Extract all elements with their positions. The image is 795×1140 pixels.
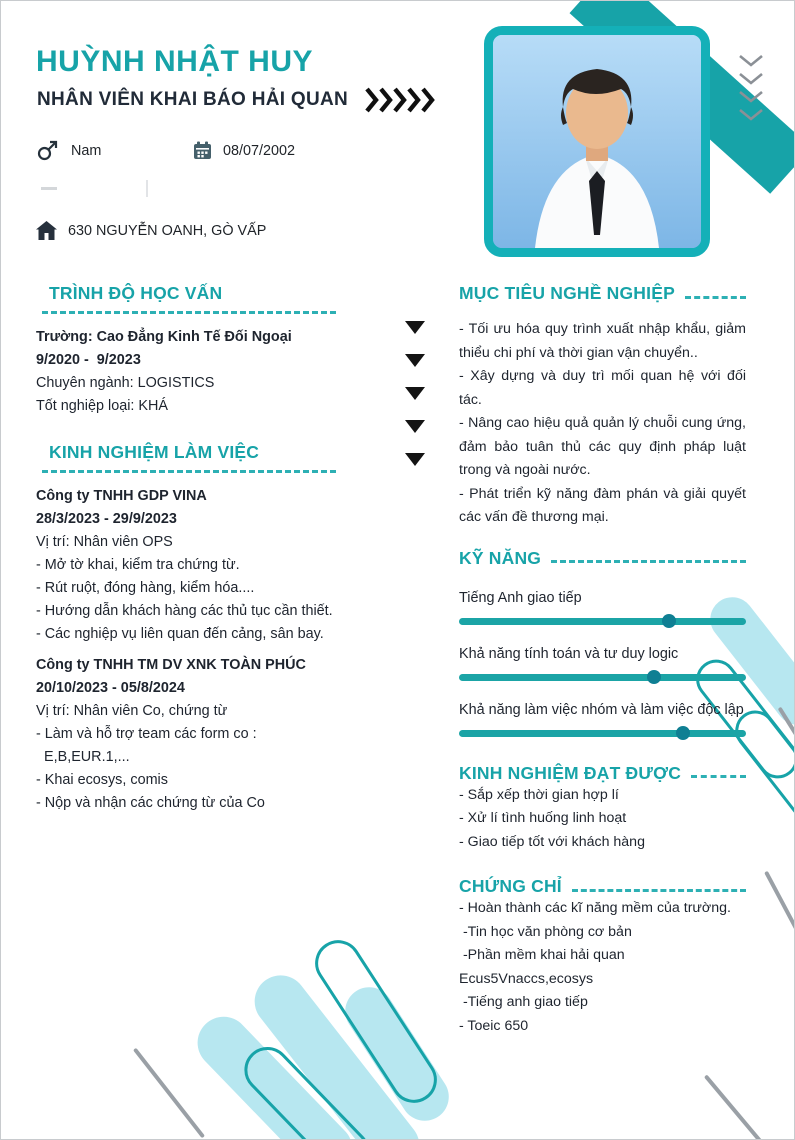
certificate-line: -Tin học văn phòng cơ bản xyxy=(459,923,632,940)
chevrons-down-icon xyxy=(738,53,764,139)
chevrons-right-icon xyxy=(364,87,436,113)
section-heading-certificates xyxy=(459,876,746,897)
skill-label: Khả năng làm việc nhóm và làm việc độc lập xyxy=(459,701,744,718)
job-title-row xyxy=(37,87,436,113)
home-icon xyxy=(36,221,57,240)
job-company: Công ty TNHH GDP VINA xyxy=(36,488,207,504)
certificate-line: -Phần mềm khai hải quan Ecus5Vnaccs,ecosys xyxy=(459,947,629,987)
heading-dash xyxy=(572,889,746,892)
skill-item xyxy=(459,699,746,737)
section-heading-text: CHỨNG CHỈ xyxy=(459,876,562,896)
education-major: Chuyên ngành: LOGISTICS xyxy=(36,375,215,391)
birthdate-row xyxy=(193,141,295,160)
skill-label: Tiếng Anh giao tiếp xyxy=(459,589,582,606)
education-period: 9/2020 - 9/2023 xyxy=(36,352,141,368)
job-company: Công ty TNHH TM DV XNK TOÀN PHÚC xyxy=(36,657,306,673)
heading-dash xyxy=(685,296,746,299)
job-detail: - Hướng dẫn khách hàng các thủ tục cần thiết. xyxy=(36,603,333,619)
address-value: 630 NGUYỄN OANH, GÒ VẤP xyxy=(68,222,267,239)
job-period: 28/3/2023 - 29/9/2023 xyxy=(36,511,177,527)
section-heading-objective xyxy=(459,283,746,304)
job-detail: - Khai ecosys, comis xyxy=(36,772,168,788)
section-heading-education: TRÌNH ĐỘ HỌC VẤN xyxy=(49,283,223,303)
heading-underline xyxy=(42,311,336,314)
right-column xyxy=(459,283,746,1038)
skill-label: Khả năng tính toán và tư duy logic xyxy=(459,645,679,662)
candidate-name: HUỲNH NHẬT HUY xyxy=(36,45,313,78)
job-detail: E,B,EUR.1,... xyxy=(36,749,130,765)
redacted-contact-row xyxy=(41,187,57,190)
redacted-contact-divider xyxy=(146,180,148,197)
certificate-line: - Toeic 650 xyxy=(459,1017,529,1034)
profile-photo-image xyxy=(493,35,701,248)
heading-underline xyxy=(42,470,336,473)
job-detail: - Làm và hỗ trợ team các form co : xyxy=(36,726,257,742)
skill-item xyxy=(459,643,746,681)
skill-slider xyxy=(459,674,746,681)
diagonal-line-decoration xyxy=(133,1048,205,1139)
left-column xyxy=(36,283,432,815)
profile-photo xyxy=(484,26,710,257)
job-detail: Vị trí: Nhân viên Co, chứng từ xyxy=(36,703,228,719)
gender-row xyxy=(36,140,101,162)
certificate-line: - Hoàn thành các kĩ năng mềm của trường. xyxy=(459,900,731,916)
skill-slider-knob xyxy=(647,670,661,684)
job-title: NHÂN VIÊN KHAI BÁO HẢI QUAN xyxy=(37,89,349,110)
objective-line: - Xây dựng và duy trì mối quan hệ với đối tác. xyxy=(459,368,746,408)
section-heading-skills xyxy=(459,548,746,569)
section-heading-text: MỤC TIÊU NGHỀ NGHIỆP xyxy=(459,283,675,303)
calendar-icon xyxy=(193,141,212,160)
heading-dash xyxy=(551,560,746,563)
skill-slider-knob xyxy=(676,726,690,740)
job-detail: - Rút ruột, đóng hàng, kiểm hóa.... xyxy=(36,580,255,596)
objective-line: - Tối ưu hóa quy trình xuất nhập khẩu, giảm thiểu chi phí và thời gian vận chuyển.. xyxy=(459,321,746,361)
objective-section xyxy=(459,283,746,530)
job-detail: - Nộp và nhận các chứng từ của Co xyxy=(36,795,265,811)
certificates-section xyxy=(459,876,746,1038)
job-detail: - Các nghiệp vụ liên quan đến cảng, sân bay. xyxy=(36,626,324,642)
experience-section xyxy=(36,442,432,815)
skill-slider-knob xyxy=(662,614,676,628)
birthdate-value: 08/07/2002 xyxy=(223,142,296,159)
skill-item xyxy=(459,587,746,625)
objective-line: - Nâng cao hiệu quả quản lý chuỗi cung ứng, đảm bảo tuân thủ các quy định pháp luật trong và ngoài nước. xyxy=(459,415,746,478)
heading-dash xyxy=(691,775,746,778)
certificate-line: -Tiếng anh giao tiếp xyxy=(459,994,588,1010)
achievement-line: - Xử lí tình huống linh hoạt xyxy=(459,810,627,826)
gender-value: Nam xyxy=(71,143,102,159)
job-detail: Vị trí: Nhân viên OPS xyxy=(36,534,173,550)
diagonal-line-decoration xyxy=(704,1074,766,1140)
skill-slider xyxy=(459,730,746,737)
section-heading-experience: KINH NGHIỆM LÀM VIỆC xyxy=(49,442,260,462)
objective-line: - Phát triển kỹ năng đàm phán và giải quyết các vấn đề thương mại. xyxy=(459,485,746,525)
education-section xyxy=(36,283,432,418)
skills-section xyxy=(459,548,746,737)
job-detail: - Mở tờ khai, kiểm tra chứng từ. xyxy=(36,557,240,573)
achievement-line: - Sắp xếp thời gian hợp lí xyxy=(459,786,619,803)
education-school: Trường: Cao Đẳng Kinh Tế Đối Ngoại xyxy=(36,329,292,345)
section-heading-text: KINH NGHIỆM ĐẠT ĐƯỢC xyxy=(459,762,682,783)
achievements-section xyxy=(459,763,746,855)
education-grade: Tốt nghiệp loại: KHÁ xyxy=(36,398,168,414)
job-period: 20/10/2023 - 05/8/2024 xyxy=(36,680,185,696)
section-heading-text: KỸ NĂNG xyxy=(459,547,542,568)
address-row xyxy=(36,221,266,240)
achievement-line: - Giao tiếp tốt với khách hàng xyxy=(459,833,645,850)
job-entry xyxy=(36,485,432,646)
section-heading-achievements xyxy=(459,763,746,784)
diagonal-line-decoration xyxy=(764,871,795,966)
job-entry xyxy=(36,654,432,815)
gender-icon xyxy=(36,140,60,162)
skill-slider xyxy=(459,618,746,625)
